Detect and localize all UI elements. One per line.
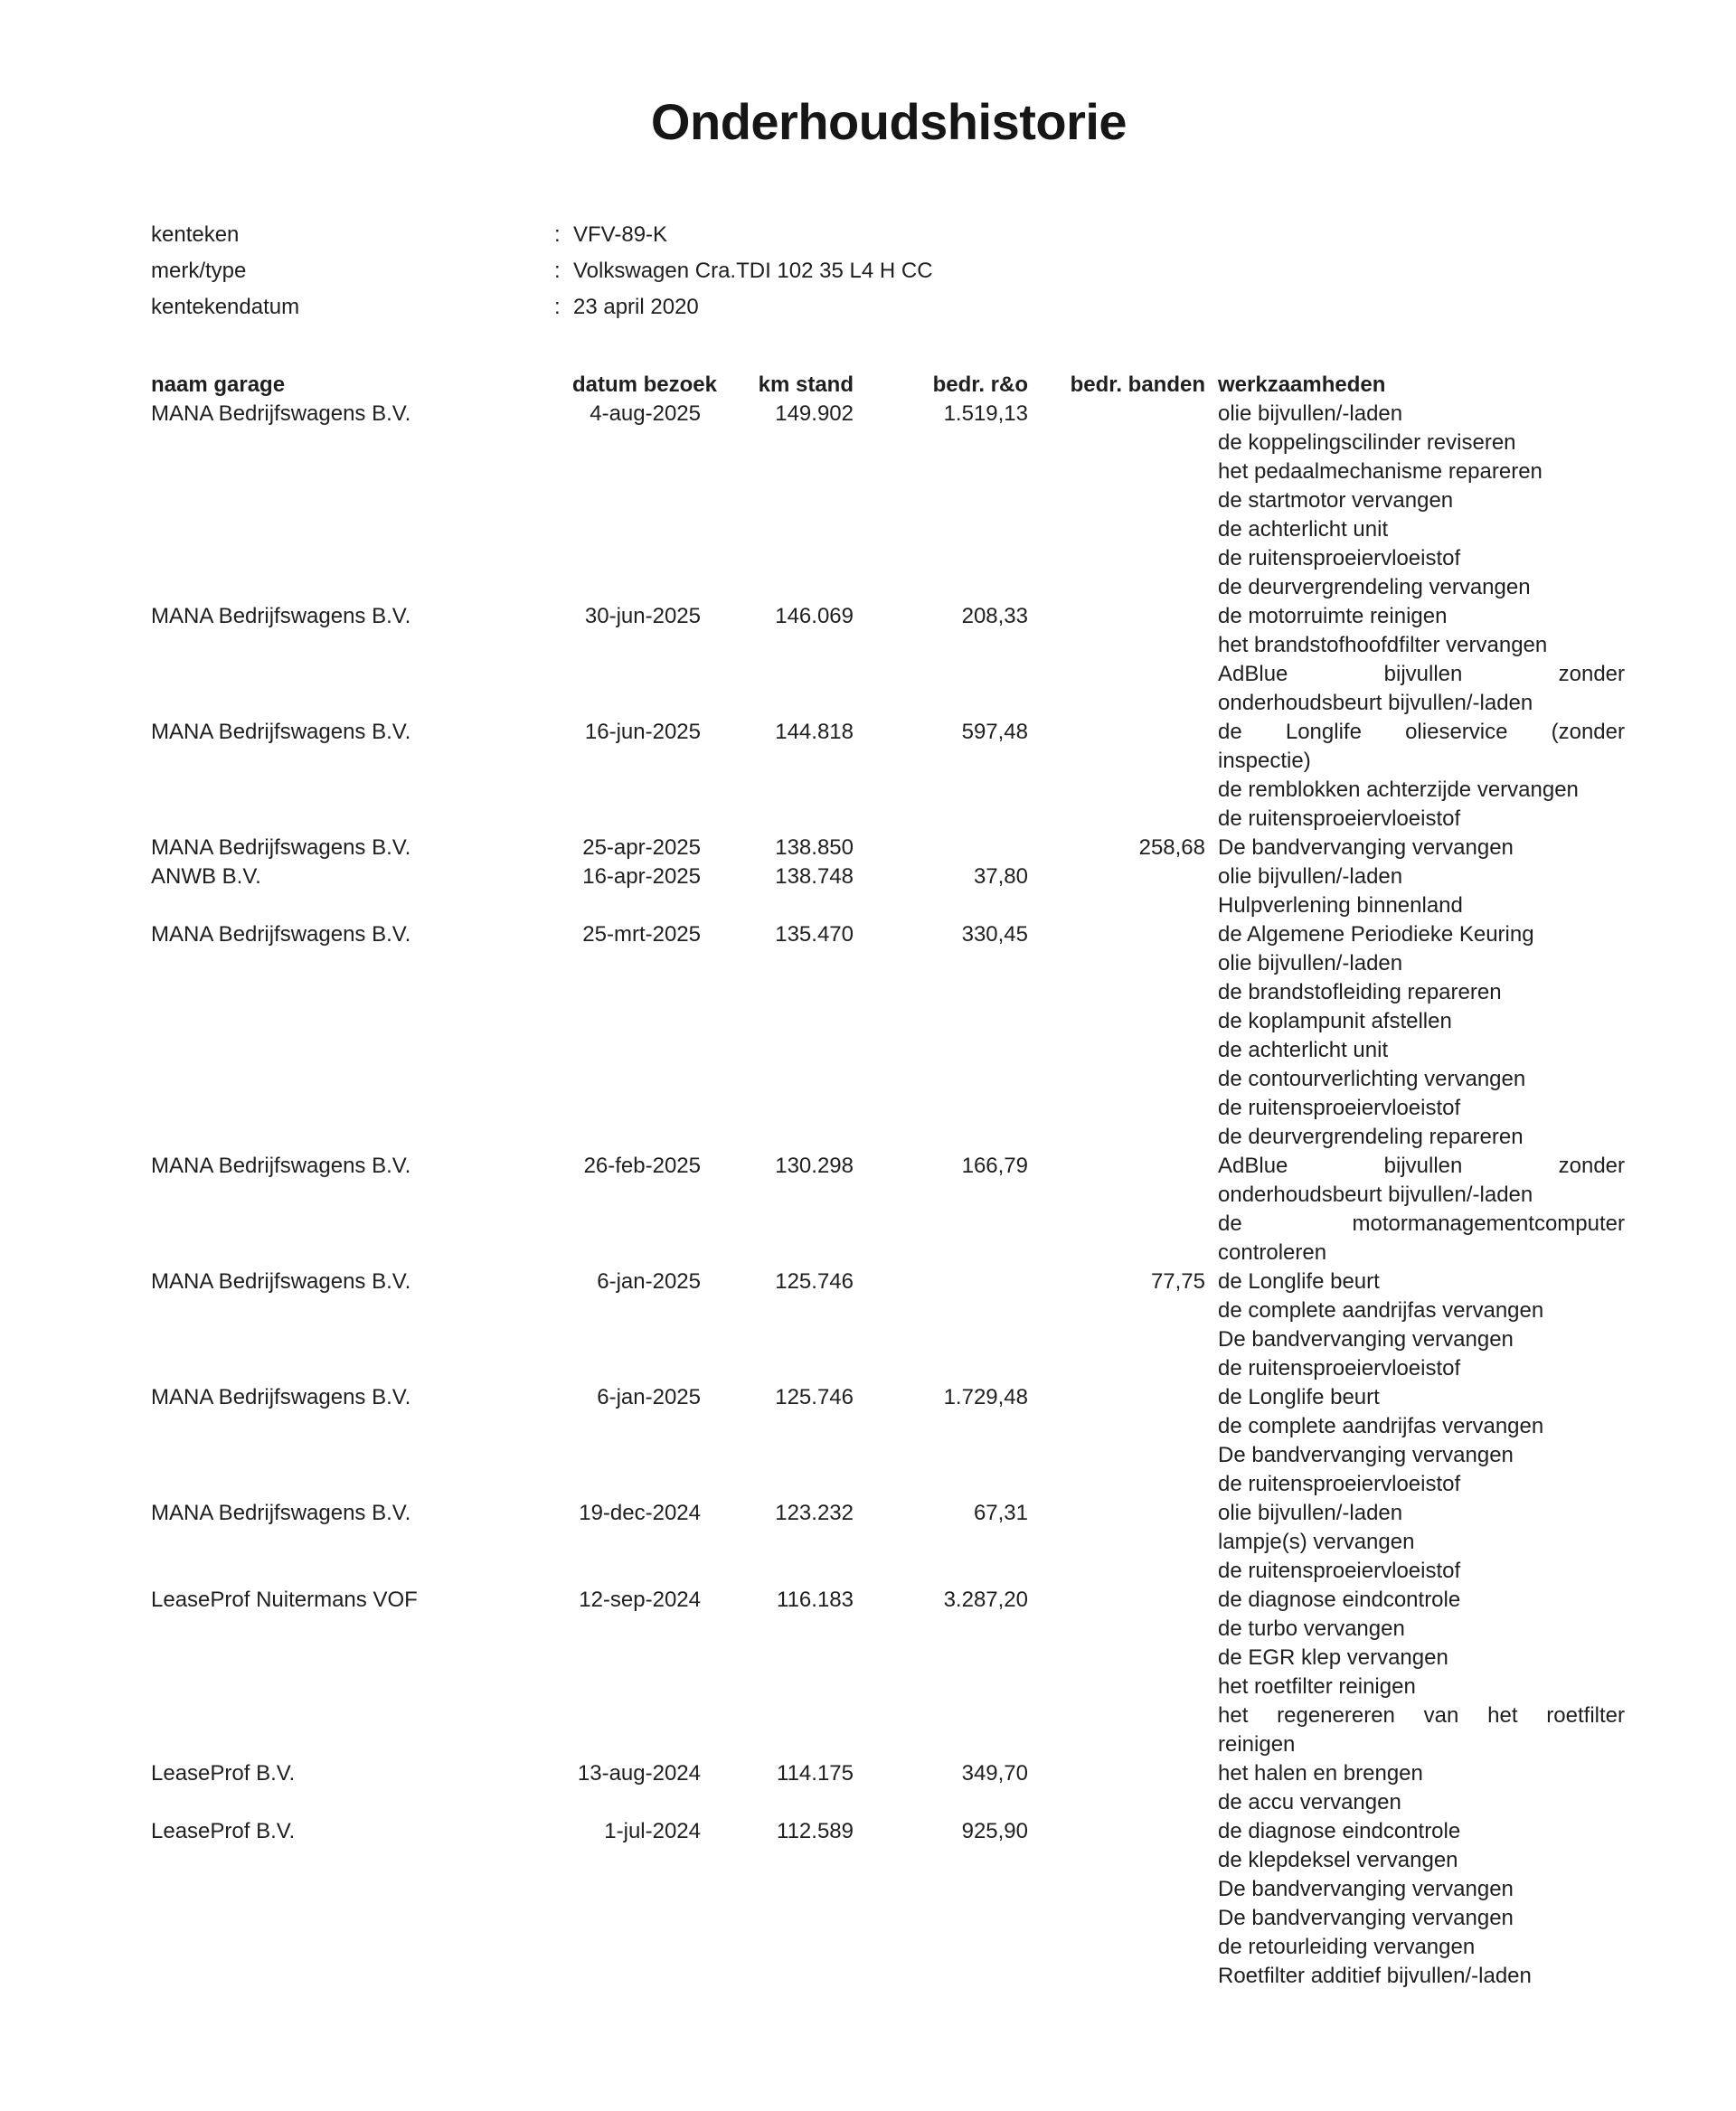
werkzaamheden-line: het regenereren van het roetfilter [1218, 1703, 1625, 1728]
werkzaamheden-line: de ruitensproeiervloeistof [1218, 1472, 1461, 1496]
cell-bedr-ro: 330,45 [961, 922, 1028, 947]
cell-bedr-ro: 67,31 [973, 1501, 1028, 1525]
werkzaamheden-line: onderhoudsbeurt bijvullen/-laden [1218, 1183, 1533, 1207]
cell-bedr-banden: 77,75 [1150, 1269, 1205, 1294]
info-label: kenteken [151, 222, 240, 247]
table-row [151, 1268, 1627, 1383]
werkzaamheden-line: de retourleiding vervangen [1218, 1935, 1476, 1959]
table-row [151, 862, 1627, 920]
table-row [151, 1499, 1627, 1586]
table-body [151, 400, 1627, 1991]
table-row [151, 1759, 1627, 1817]
cell-naam-garage: LeaseProf B.V. [151, 1761, 296, 1786]
cell-datum-bezoek: 1-jul-2024 [604, 1819, 701, 1843]
werkzaamheden-line: olie bijvullen/-laden [1218, 1501, 1403, 1525]
cell-datum-bezoek: 30-jun-2025 [584, 604, 701, 628]
cell-datum-bezoek: 13-aug-2024 [577, 1761, 701, 1786]
werkzaamheden-line: AdBlue bijvullen zonder [1218, 1154, 1625, 1178]
werkzaamheden-line: de brandstofleiding repareren [1218, 980, 1502, 1004]
cell-naam-garage: MANA Bedrijfswagens B.V. [151, 1501, 411, 1525]
cell-bedr-ro: 37,80 [973, 864, 1028, 889]
werkzaamheden-line: de EGR klep vervangen [1218, 1645, 1448, 1670]
cell-bedr-ro: 349,70 [961, 1761, 1028, 1786]
cell-werkzaamheden [1218, 834, 1625, 862]
cell-naam-garage: MANA Bedrijfswagens B.V. [151, 604, 411, 628]
cell-datum-bezoek: 16-apr-2025 [582, 864, 701, 889]
table-row [151, 1383, 1627, 1499]
header-werkzaamheden: werkzaamheden [1218, 372, 1386, 397]
cell-km-stand: 125.746 [775, 1385, 854, 1409]
werkzaamheden-line: de deurvergrendeling repareren [1218, 1125, 1524, 1149]
table-row [151, 1586, 1627, 1759]
info-value-kenteken: VFV-89-K [573, 222, 668, 247]
werkzaamheden-line: de ruitensproeiervloeistof [1218, 1096, 1461, 1120]
info-separator: : [554, 295, 561, 319]
werkzaamheden-line: de deurvergrendeling vervangen [1218, 575, 1531, 599]
header-datum-bezoek: datum bezoek [571, 372, 717, 397]
werkzaamheden-line: Hulpverlening binnenland [1218, 893, 1463, 918]
werkzaamheden-line: de complete aandrijfas vervangen [1218, 1414, 1544, 1438]
cell-km-stand: 125.746 [775, 1269, 854, 1294]
cell-werkzaamheden [1218, 1586, 1625, 1759]
werkzaamheden-line: onderhoudsbeurt bijvullen/-laden [1218, 691, 1533, 715]
werkzaamheden-line: de turbo vervangen [1218, 1616, 1405, 1641]
cell-km-stand: 130.298 [775, 1154, 854, 1178]
cell-bedr-ro: 1.519,13 [943, 401, 1028, 426]
cell-naam-garage: MANA Bedrijfswagens B.V. [151, 720, 411, 744]
cell-datum-bezoek: 16-jun-2025 [584, 720, 701, 744]
cell-werkzaamheden [1218, 1499, 1625, 1586]
cell-km-stand: 114.175 [777, 1761, 854, 1786]
cell-km-stand: 138.850 [775, 835, 854, 860]
cell-datum-bezoek: 6-jan-2025 [597, 1385, 701, 1409]
cell-bedr-ro: 208,33 [961, 604, 1028, 628]
vehicle-info-block [151, 217, 1627, 325]
werkzaamheden-line: het brandstofhoofdfilter vervangen [1218, 633, 1548, 657]
werkzaamheden-line: de klepdeksel vervangen [1218, 1848, 1458, 1872]
info-value-kentekendatum: 23 april 2020 [573, 295, 699, 319]
werkzaamheden-line: de startmotor vervangen [1218, 488, 1454, 513]
cell-werkzaamheden [1218, 1759, 1625, 1817]
cell-datum-bezoek: 25-mrt-2025 [582, 922, 701, 947]
cell-bedr-banden: 258,68 [1138, 835, 1205, 860]
maintenance-history-table [151, 371, 1627, 1991]
werkzaamheden-line: de diagnose eindcontrole [1218, 1588, 1461, 1612]
table-row [151, 1152, 1627, 1268]
cell-naam-garage: ANWB B.V. [151, 864, 261, 889]
werkzaamheden-line: de ruitensproeiervloeistof [1218, 546, 1461, 570]
cell-datum-bezoek: 6-jan-2025 [597, 1269, 701, 1294]
werkzaamheden-line: de Algemene Periodieke Keuring [1218, 922, 1534, 947]
werkzaamheden-line: de accu vervangen [1218, 1790, 1401, 1814]
cell-bedr-ro: 597,48 [961, 720, 1028, 744]
document-title: Onderhoudshistorie [650, 93, 1127, 150]
cell-bedr-ro: 925,90 [961, 1819, 1028, 1843]
werkzaamheden-line: de koppelingscilinder reviseren [1218, 430, 1516, 455]
werkzaamheden-line: olie bijvullen/-laden [1218, 401, 1403, 426]
cell-km-stand: 146.069 [775, 604, 854, 628]
werkzaamheden-line: de complete aandrijfas vervangen [1218, 1298, 1544, 1323]
cell-bedr-ro: 3.287,20 [943, 1588, 1028, 1612]
document-page [151, 0, 1627, 1991]
werkzaamheden-line: de remblokken achterzijde vervangen [1218, 777, 1579, 802]
werkzaamheden-line: lampje(s) vervangen [1218, 1530, 1415, 1554]
werkzaamheden-line: de motorruimte reinigen [1218, 604, 1448, 628]
werkzaamheden-line: olie bijvullen/-laden [1218, 951, 1403, 975]
werkzaamheden-line: de achterlicht unit [1218, 1038, 1389, 1062]
werkzaamheden-line: de ruitensproeiervloeistof [1218, 806, 1461, 831]
cell-werkzaamheden [1218, 718, 1625, 834]
table-row [151, 602, 1627, 718]
werkzaamheden-line: het pedaalmechanisme repareren [1218, 459, 1543, 484]
cell-km-stand: 138.748 [775, 864, 854, 889]
werkzaamheden-line: De bandvervanging vervangen [1218, 835, 1514, 860]
cell-werkzaamheden [1218, 1152, 1625, 1268]
table-row [151, 400, 1627, 602]
werkzaamheden-line: olie bijvullen/-laden [1218, 864, 1403, 889]
werkzaamheden-line: de Longlife beurt [1218, 1269, 1380, 1294]
cell-km-stand: 144.818 [775, 720, 854, 744]
cell-werkzaamheden [1218, 920, 1625, 1152]
cell-naam-garage: MANA Bedrijfswagens B.V. [151, 835, 411, 860]
cell-werkzaamheden [1218, 1383, 1625, 1499]
info-row-merk-type [151, 253, 1627, 289]
werkzaamheden-line: het halen en brengen [1218, 1761, 1423, 1786]
werkzaamheden-line: controleren [1218, 1240, 1327, 1265]
cell-km-stand: 112.589 [777, 1819, 854, 1843]
table-row [151, 834, 1627, 862]
cell-bedr-ro: 166,79 [961, 1154, 1028, 1178]
cell-naam-garage: MANA Bedrijfswagens B.V. [151, 1269, 411, 1294]
werkzaamheden-line: de ruitensproeiervloeistof [1218, 1559, 1461, 1583]
cell-km-stand: 149.902 [775, 401, 854, 426]
info-separator: : [554, 259, 561, 283]
cell-datum-bezoek: 12-sep-2024 [579, 1588, 701, 1612]
werkzaamheden-line: de koplampunit afstellen [1218, 1009, 1452, 1033]
werkzaamheden-line: de ruitensproeiervloeistof [1218, 1356, 1461, 1381]
werkzaamheden-line: de motormanagementcomputer [1218, 1211, 1625, 1236]
cell-bedr-ro: 1.729,48 [943, 1385, 1028, 1409]
werkzaamheden-line: De bandvervanging vervangen [1218, 1327, 1514, 1352]
cell-werkzaamheden [1218, 602, 1625, 718]
cell-datum-bezoek: 4-aug-2025 [590, 401, 701, 426]
table-row [151, 920, 1627, 1152]
cell-naam-garage: MANA Bedrijfswagens B.V. [151, 1385, 411, 1409]
info-separator: : [554, 222, 561, 247]
werkzaamheden-line: de Longlife beurt [1218, 1385, 1380, 1409]
info-label: kentekendatum [151, 295, 300, 319]
cell-naam-garage: MANA Bedrijfswagens B.V. [151, 1154, 411, 1178]
cell-datum-bezoek: 26-feb-2025 [583, 1154, 701, 1178]
table-header-row [151, 371, 1627, 400]
cell-datum-bezoek: 19-dec-2024 [579, 1501, 701, 1525]
werkzaamheden-line: het roetfilter reinigen [1218, 1674, 1416, 1699]
werkzaamheden-line: De bandvervanging vervangen [1218, 1877, 1514, 1901]
cell-km-stand: 123.232 [775, 1501, 854, 1525]
cell-km-stand: 135.470 [775, 922, 854, 947]
cell-naam-garage: LeaseProf B.V. [151, 1819, 296, 1843]
info-row-kentekendatum [151, 289, 1627, 325]
cell-werkzaamheden [1218, 862, 1625, 920]
cell-datum-bezoek: 25-apr-2025 [582, 835, 701, 860]
header-km-stand: km stand [758, 372, 854, 397]
werkzaamheden-line: De bandvervanging vervangen [1218, 1443, 1514, 1467]
table-row [151, 1817, 1627, 1991]
cell-werkzaamheden [1218, 1817, 1625, 1991]
werkzaamheden-line: de Longlife olieservice (zonder [1218, 720, 1625, 744]
werkzaamheden-line: AdBlue bijvullen zonder [1218, 662, 1625, 686]
cell-km-stand: 116.183 [777, 1588, 854, 1612]
werkzaamheden-line: Roetfilter additief bijvullen/-laden [1218, 1964, 1532, 1988]
header-naam-garage: naam garage [151, 372, 286, 397]
cell-naam-garage: LeaseProf Nuitermans VOF [151, 1588, 418, 1612]
werkzaamheden-line: inspectie) [1218, 749, 1311, 773]
cell-naam-garage: MANA Bedrijfswagens B.V. [151, 401, 411, 426]
cell-werkzaamheden [1218, 400, 1625, 602]
info-row-kenteken [151, 217, 1627, 253]
table-row [151, 718, 1627, 834]
cell-naam-garage: MANA Bedrijfswagens B.V. [151, 922, 411, 947]
cell-werkzaamheden [1218, 1268, 1625, 1383]
werkzaamheden-line: de diagnose eindcontrole [1218, 1819, 1461, 1843]
werkzaamheden-line: reinigen [1218, 1732, 1296, 1757]
werkzaamheden-line: de achterlicht unit [1218, 517, 1389, 542]
werkzaamheden-line: De bandvervanging vervangen [1218, 1906, 1514, 1930]
werkzaamheden-line: de contourverlichting vervangen [1218, 1067, 1526, 1091]
info-label: merk/type [151, 259, 247, 283]
header-bedr-ro: bedr. r&o [932, 372, 1028, 397]
info-value-merk-type: Volkswagen Cra.TDI 102 35 L4 H CC [573, 259, 933, 283]
header-bedr-banden: bedr. banden [1070, 372, 1205, 397]
